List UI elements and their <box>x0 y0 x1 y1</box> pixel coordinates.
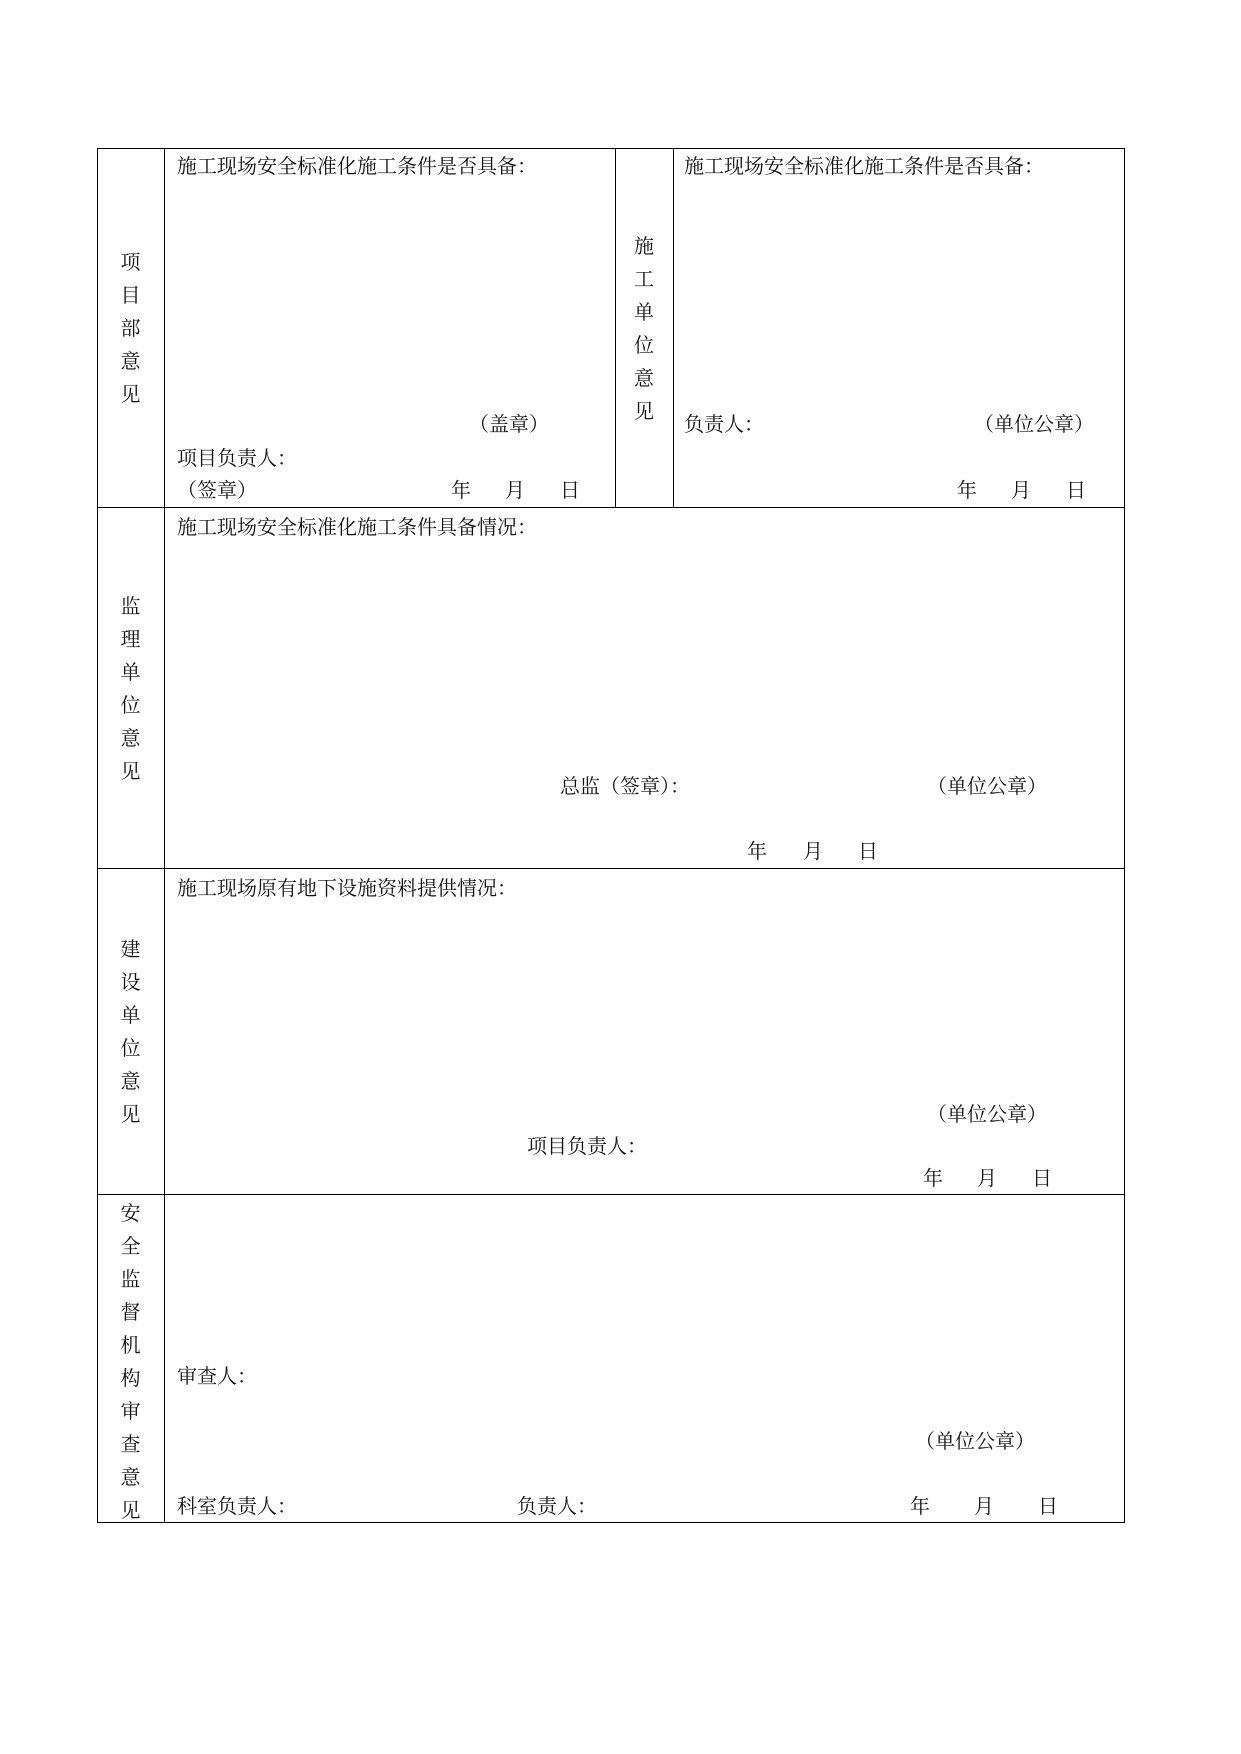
project-dept-day: 日 <box>560 478 580 502</box>
label-char: 目 <box>120 283 141 307</box>
label-char: 部 <box>120 316 141 340</box>
label-char: 督 <box>120 1300 141 1324</box>
label-char: 施 <box>634 234 654 258</box>
inner-divider-right <box>673 148 674 508</box>
supervision-unit-day: 日 <box>858 839 878 863</box>
label-char: 位 <box>120 693 141 717</box>
construction-unit-month: 月 <box>1011 478 1031 502</box>
owner-unit-day: 日 <box>1032 1166 1052 1190</box>
safety-agency-section-head: 科室负责人： <box>177 1494 297 1518</box>
label-char: 机 <box>120 1333 141 1357</box>
label-char: 见 <box>634 399 654 423</box>
safety-agency-month: 月 <box>974 1494 994 1518</box>
label-char: 位 <box>634 333 654 357</box>
label-char: 审 <box>120 1399 141 1423</box>
label-char: 监 <box>120 1267 141 1291</box>
project-dept-label <box>97 246 164 411</box>
label-char: 意 <box>120 1069 141 1093</box>
label-char: 构 <box>120 1366 141 1390</box>
owner-unit-month: 月 <box>977 1166 997 1190</box>
label-char: 见 <box>120 759 141 783</box>
project-dept-question: 施工现场安全标准化施工条件是否具备： <box>177 154 537 178</box>
safety-agency-seal: （单位公章） <box>915 1429 1035 1453</box>
owner-unit-person: 项目负责人： <box>527 1134 647 1158</box>
construction-unit-question: 施工现场安全标准化施工条件是否具备： <box>684 154 1044 178</box>
supervision-unit-question: 施工现场安全标准化施工条件具备情况： <box>177 515 537 539</box>
label-char: 理 <box>120 627 141 651</box>
construction-unit-label <box>615 230 673 428</box>
label-char: 项 <box>120 250 141 274</box>
supervision-unit-label <box>97 590 164 788</box>
owner-unit-year: 年 <box>923 1166 943 1190</box>
label-char: 查 <box>120 1432 141 1456</box>
row-divider-2 <box>97 868 1125 869</box>
label-char: 单 <box>120 1003 141 1027</box>
supervision-unit-year: 年 <box>747 839 767 863</box>
table-border-top <box>97 148 1125 149</box>
project-dept-person: 项目负责人： <box>177 446 297 470</box>
owner-unit-seal: （单位公章） <box>927 1102 1047 1126</box>
label-char: 监 <box>120 594 141 618</box>
label-column-divider <box>164 148 165 1523</box>
construction-unit-day: 日 <box>1066 478 1086 502</box>
label-char: 意 <box>634 366 654 390</box>
label-char: 意 <box>120 726 141 750</box>
project-dept-year: 年 <box>451 478 471 502</box>
approval-form-table <box>97 148 1125 1523</box>
safety-agency-day: 日 <box>1038 1494 1058 1518</box>
label-char: 安 <box>120 1201 141 1225</box>
label-char: 设 <box>120 970 141 994</box>
supervision-unit-person: 总监（签章）： <box>560 774 690 798</box>
label-char: 意 <box>120 349 141 373</box>
row-divider-1 <box>97 507 1125 508</box>
project-dept-sign: （签章） <box>177 478 257 502</box>
row-divider-3 <box>97 1194 1125 1195</box>
supervision-unit-seal: （单位公章） <box>927 774 1047 798</box>
project-dept-month: 月 <box>505 478 525 502</box>
construction-unit-year: 年 <box>957 478 977 502</box>
label-char: 见 <box>120 1102 141 1126</box>
owner-unit-label <box>97 933 164 1131</box>
safety-agency-year: 年 <box>910 1494 930 1518</box>
owner-unit-question: 施工现场原有地下设施资料提供情况： <box>177 876 517 900</box>
project-dept-seal: （盖章） <box>469 412 549 436</box>
label-char: 单 <box>634 300 654 324</box>
safety-agency-reviewer: 审查人： <box>177 1364 257 1388</box>
construction-unit-person: 负责人： <box>684 412 764 436</box>
label-char: 全 <box>120 1234 141 1258</box>
table-border-bottom <box>97 1522 1125 1523</box>
label-char: 建 <box>120 937 141 961</box>
label-char: 见 <box>120 1498 141 1522</box>
label-char: 位 <box>120 1036 141 1060</box>
safety-agency-label <box>97 1197 164 1527</box>
label-char: 单 <box>120 660 141 684</box>
safety-agency-person: 负责人： <box>517 1494 597 1518</box>
construction-unit-seal: （单位公章） <box>974 412 1094 436</box>
supervision-unit-month: 月 <box>803 839 823 863</box>
label-char: 意 <box>120 1465 141 1489</box>
table-border-right <box>1124 148 1125 1523</box>
label-char: 见 <box>120 382 141 406</box>
label-char: 工 <box>634 267 654 291</box>
